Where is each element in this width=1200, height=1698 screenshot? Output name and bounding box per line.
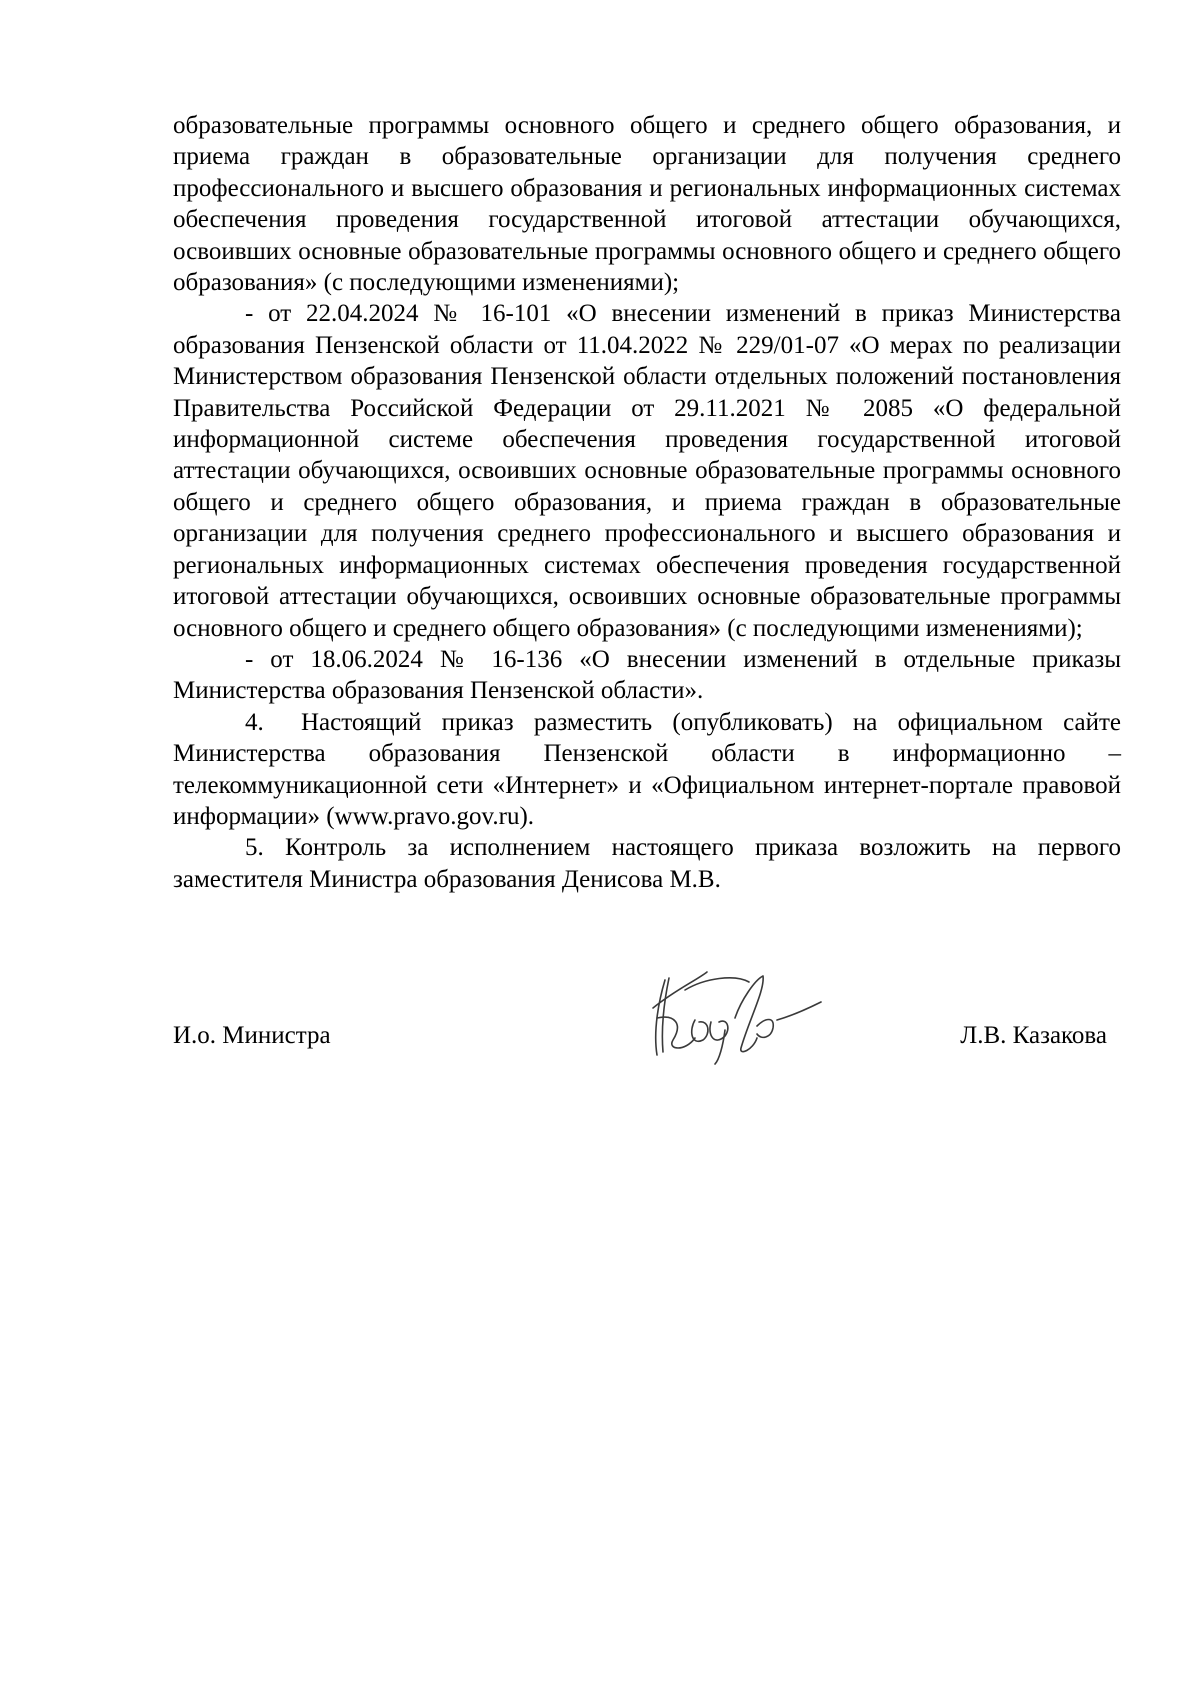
signature-block <box>173 1020 1107 1080</box>
paragraph-continuation: образовательные программы основного общего и среднего общего образования, и приема граждан в образовательные организации для получения среднего профессионального и высшего образования и региональных информационных системах обеспечения проведения государственной итоговой аттестации обучающихся, освоивших основные образовательные программы основного общего и среднего общего образования» (с последующими изменениями); <box>173 112 1121 297</box>
paragraph-order-16-101: - от 22.04.2024 № 16-101 «О внесении изменений в приказ Министерства образования Пензенской области от 11.04.2022 № 229/01-07 «О мерах по реализации Министерством образования Пензенской области отдельных положений постановления Правительства Российской Федерации от 29.11.2021 № 2085 «О федеральной информационной системе обеспечения проведения государственной итоговой аттестации обучающихся, освоивших основные образовательные программы основного общего и среднего общего образования, и приема граждан в образовательные организации для получения среднего профессионального и высшего образования и региональных информационных системах обеспечения проведения государственной итоговой аттестации обучающихся, освоивших основные образовательные программы основного общего и среднего общего образования» (с последующими изменениями); <box>173 300 1121 642</box>
item-4-text: Настоящий приказ разместить (опубликовать) на официальном сайте Министерства образования Пензенской области в информационно – телекоммуникационной сети «Интернет» и «Официальном интернет-портале правовой информации» (www.pravo.gov.ru). <box>173 708 1121 830</box>
paragraph-order-16-136: - от 18.06.2024 № 16-136 «О внесении изменений в отдельные приказы Министерства образования Пензенской области». <box>173 645 1121 705</box>
signatory-name: Л.В. Казакова <box>960 1022 1107 1049</box>
paragraph-item-5: 5. Контроль за исполнением настоящего приказа возложить на первого заместителя Министра образования Денисова М.В. <box>173 834 1121 893</box>
document-body <box>173 110 1121 895</box>
paragraph-item-4 <box>173 707 1121 833</box>
signatory-position: И.о. Министра <box>173 1022 331 1049</box>
item-4-number: 4. <box>245 708 264 736</box>
